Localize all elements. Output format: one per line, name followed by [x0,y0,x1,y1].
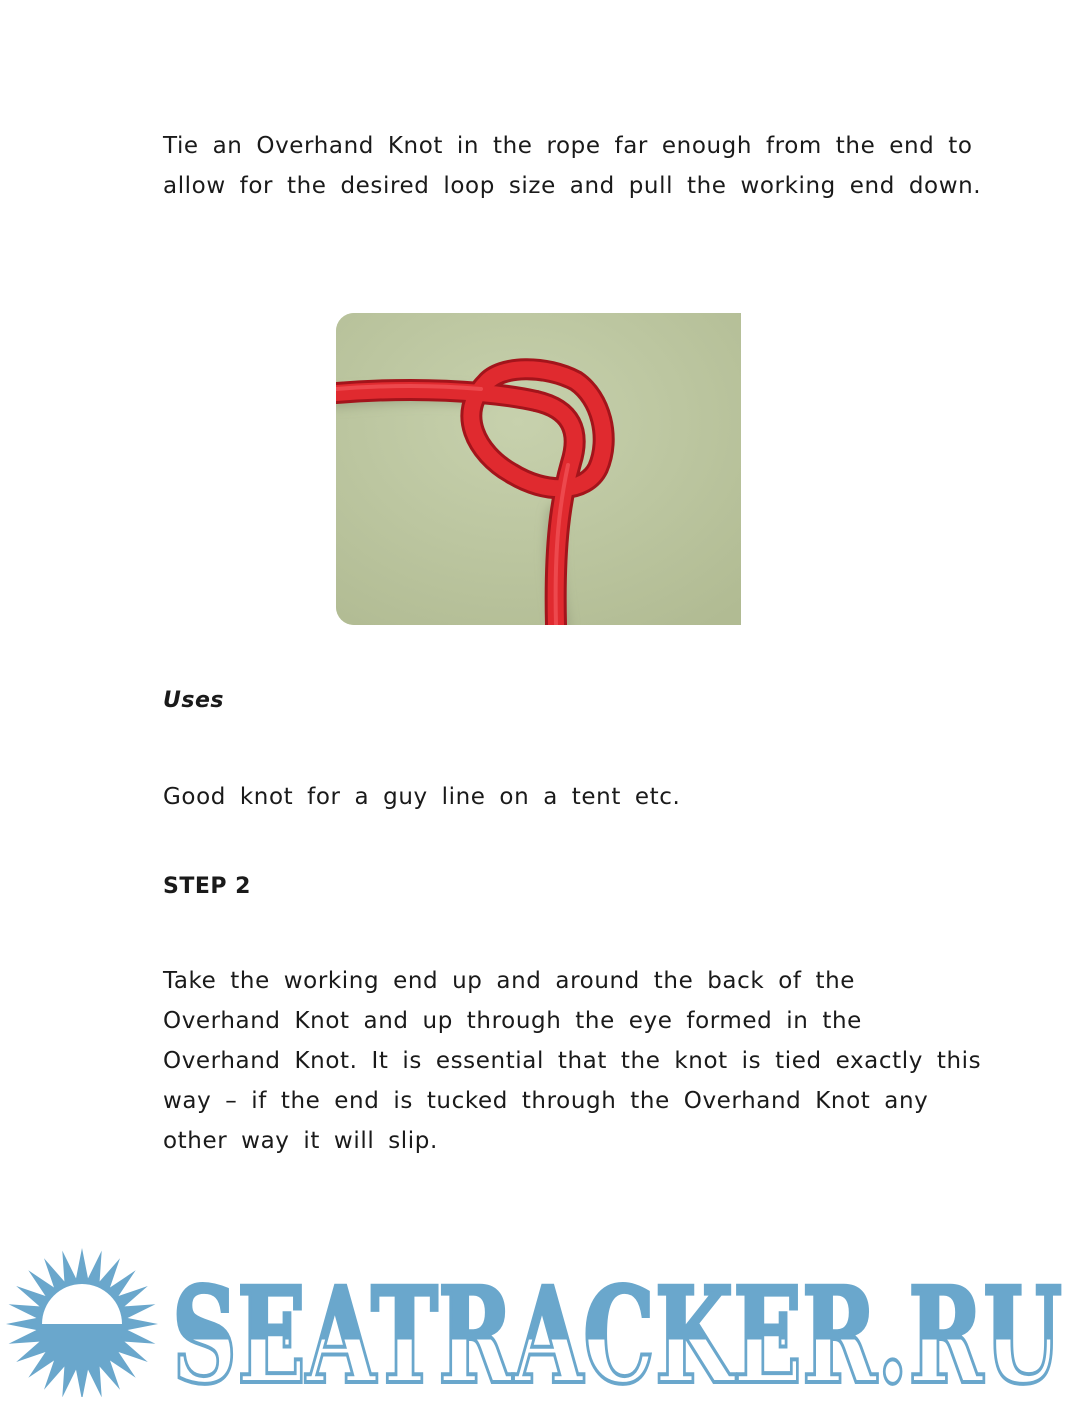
watermark-text: SEATRACKER.RU [172,1259,1062,1397]
watermark-footer [0,1232,1080,1397]
uses-text: Good knot for a guy line on a tent etc. [163,784,681,810]
step1-line-1: Tie an Overhand Knot in the rope far enough from the end to [163,133,973,159]
watermark-graphic [0,1232,1080,1397]
step2-line-2: Overhand Knot and up through the eye formed in the [163,1008,862,1034]
step2-line-4: way – if the end is tucked through the Overhand Knot any [163,1088,929,1114]
uses-heading: Uses [163,688,224,713]
sun-logo-icon [6,1248,158,1397]
step2-paragraph [163,961,982,1161]
step2-heading: STEP 2 [163,874,251,899]
step2-line-5: other way it will slip. [163,1128,438,1154]
knot-photo [336,313,741,625]
rope-knot-photo [336,313,741,625]
step1-line-2: allow for the desired loop size and pull the working end down. [163,173,982,199]
step1-paragraph [163,126,982,206]
step2-line-3: Overhand Knot. It is essential that the knot is tied exactly this [163,1048,982,1074]
step2-line-1: Take the working end up and around the back of the [163,968,856,994]
